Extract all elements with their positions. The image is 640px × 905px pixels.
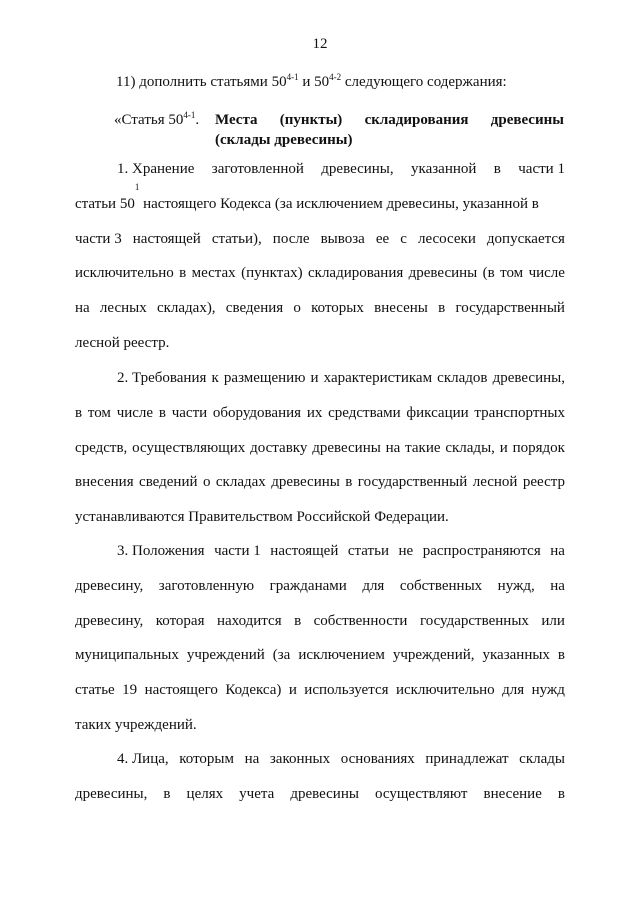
word: сведений bbox=[139, 474, 198, 491]
word: склады, bbox=[445, 439, 495, 456]
text-fragment: таких учреждений. bbox=[75, 716, 197, 733]
word: фиксации bbox=[406, 404, 469, 421]
word: учреждений bbox=[186, 647, 265, 664]
word: о bbox=[202, 474, 211, 491]
paragraph-4 bbox=[75, 742, 565, 812]
word: складах), bbox=[156, 300, 216, 317]
word: собственных bbox=[399, 577, 483, 594]
article-dot: . bbox=[195, 112, 200, 128]
text-line bbox=[75, 465, 565, 500]
word: собственности bbox=[313, 612, 408, 629]
word: осуществляющих bbox=[132, 439, 246, 456]
word: части 1 bbox=[518, 161, 565, 177]
word: том bbox=[500, 265, 524, 282]
word: средствами bbox=[328, 404, 401, 421]
word: сведения bbox=[225, 300, 284, 317]
word: указанной bbox=[411, 161, 477, 177]
word: доставку bbox=[250, 439, 308, 456]
word: складирования bbox=[308, 265, 404, 282]
word: и bbox=[310, 370, 319, 386]
page-number: 12 bbox=[312, 36, 328, 52]
word: древесины bbox=[408, 265, 478, 282]
text-line bbox=[75, 604, 565, 639]
word: статьи bbox=[347, 543, 389, 559]
word: части 3 bbox=[75, 230, 122, 247]
word: распространяются bbox=[422, 543, 541, 559]
text-line bbox=[75, 708, 565, 743]
word: древесины, bbox=[321, 161, 394, 177]
word: статье bbox=[75, 682, 115, 699]
word: исключением bbox=[298, 647, 385, 664]
word: транспортных bbox=[474, 404, 565, 421]
word: которая bbox=[155, 612, 205, 629]
word: статьи), bbox=[211, 230, 262, 247]
word: на bbox=[385, 439, 401, 456]
word: в bbox=[75, 404, 83, 421]
intro-superscript: 4-2 bbox=[329, 72, 342, 82]
word: на bbox=[244, 751, 260, 767]
word: для bbox=[362, 577, 385, 594]
word: (пункты) bbox=[279, 112, 343, 128]
word: порядок bbox=[512, 439, 565, 456]
word: в bbox=[294, 612, 302, 629]
word: 2. Требования bbox=[117, 370, 207, 386]
word: вывоза bbox=[320, 230, 365, 247]
word: на bbox=[75, 300, 90, 317]
word: части bbox=[171, 404, 208, 421]
word: их bbox=[306, 404, 323, 421]
word: или bbox=[541, 612, 565, 629]
word: заготовленную bbox=[158, 577, 255, 594]
word: ее bbox=[375, 230, 390, 247]
word: государственный bbox=[357, 474, 468, 491]
word: (за bbox=[272, 647, 291, 664]
text-fragment: лесной реестр. bbox=[75, 334, 170, 351]
word: в bbox=[345, 474, 353, 491]
article-superscript: 4-1 bbox=[183, 110, 196, 120]
word: 19 bbox=[122, 682, 138, 699]
word: в bbox=[557, 647, 565, 664]
word: в bbox=[557, 785, 565, 802]
word: складирования bbox=[364, 112, 469, 128]
word: древесину, bbox=[75, 577, 144, 594]
text-fragment: устанавливаются Правительством Российской Федерации. bbox=[75, 509, 449, 526]
word: размещению bbox=[223, 370, 306, 386]
text-line bbox=[75, 742, 565, 777]
word: Места bbox=[215, 112, 258, 128]
word: указанных bbox=[482, 647, 550, 664]
article-title bbox=[215, 110, 564, 150]
word: внесения bbox=[75, 474, 134, 491]
word: (в bbox=[482, 265, 495, 282]
word: местах bbox=[191, 265, 236, 282]
text-line bbox=[75, 326, 565, 361]
word: находится bbox=[216, 612, 282, 629]
intro-superscript: 4-1 bbox=[286, 72, 299, 82]
word: лесной bbox=[472, 474, 518, 491]
word: складах bbox=[215, 474, 266, 491]
word: и bbox=[499, 439, 508, 456]
word: лесных bbox=[99, 300, 147, 317]
word: древесину, bbox=[75, 612, 144, 629]
word: нужд, bbox=[497, 577, 535, 594]
word: склады bbox=[519, 751, 565, 767]
word: для bbox=[502, 682, 525, 699]
text-line bbox=[75, 222, 565, 257]
text-line bbox=[75, 673, 565, 708]
word: не bbox=[398, 543, 414, 559]
word: которым bbox=[179, 751, 234, 767]
word: в bbox=[493, 161, 501, 177]
word: части 1 bbox=[214, 543, 261, 559]
text-line bbox=[75, 431, 565, 466]
word: в bbox=[179, 265, 187, 282]
word: настоящего bbox=[144, 682, 218, 699]
word: Кодекса) bbox=[225, 682, 282, 699]
text-line bbox=[75, 396, 565, 431]
text-line bbox=[75, 569, 565, 604]
word: в bbox=[158, 404, 166, 421]
word: оборудования bbox=[212, 404, 302, 421]
word: которых bbox=[311, 300, 364, 317]
word: древесины bbox=[271, 474, 340, 491]
article-number bbox=[114, 112, 215, 129]
text-line bbox=[75, 534, 565, 569]
word: древесины bbox=[490, 112, 564, 128]
word: числе bbox=[116, 404, 154, 421]
word: осуществляют bbox=[374, 785, 468, 802]
text-line bbox=[75, 361, 565, 396]
text-line bbox=[75, 291, 565, 326]
word: лесосеки bbox=[417, 230, 476, 247]
word: после bbox=[272, 230, 310, 247]
word: древесины, bbox=[75, 785, 148, 802]
word: 1. Хранение bbox=[117, 161, 195, 177]
word: древесины bbox=[312, 439, 381, 456]
text-line bbox=[75, 638, 565, 673]
word: принадлежат bbox=[425, 751, 509, 767]
word: целях bbox=[186, 785, 224, 802]
intro-text: и 50 bbox=[298, 74, 330, 90]
paragraph-3 bbox=[75, 534, 565, 743]
word: исключительно bbox=[395, 682, 495, 699]
word: реестр bbox=[522, 474, 565, 491]
word: такие bbox=[405, 439, 441, 456]
word: том bbox=[87, 404, 111, 421]
word: на bbox=[550, 543, 565, 559]
word: в bbox=[438, 300, 446, 317]
article-prefix: «Статья 50 bbox=[114, 112, 184, 128]
word: складов bbox=[437, 370, 488, 386]
word: внесены bbox=[374, 300, 428, 317]
amendment-intro bbox=[116, 74, 507, 91]
word: древесины bbox=[290, 785, 359, 802]
paragraph-1 bbox=[75, 152, 565, 361]
word: древесины, bbox=[492, 370, 565, 386]
word: исключительно bbox=[75, 265, 174, 282]
article-title-line bbox=[215, 110, 564, 130]
paragraph-2 bbox=[75, 361, 565, 535]
word: на bbox=[550, 577, 565, 594]
superscript: 1 bbox=[134, 181, 140, 192]
word: внесение bbox=[483, 785, 542, 802]
word: настоящей bbox=[270, 543, 339, 559]
text-line bbox=[75, 500, 565, 535]
word: гражданами bbox=[269, 577, 347, 594]
word: используется bbox=[304, 682, 389, 699]
word: основаниях bbox=[340, 751, 415, 767]
word: 4. Лица, bbox=[117, 751, 169, 767]
word: учета bbox=[239, 785, 275, 802]
word: 3. Положения bbox=[117, 543, 205, 559]
word: допускается bbox=[486, 230, 565, 247]
word: муниципальных bbox=[75, 647, 179, 664]
word: к bbox=[211, 370, 219, 386]
text-line bbox=[75, 256, 565, 291]
word: с bbox=[400, 230, 407, 247]
word: в bbox=[163, 785, 171, 802]
text-line bbox=[75, 777, 565, 812]
word: государственный bbox=[455, 300, 565, 317]
word: настоящей bbox=[132, 230, 201, 247]
word: нужд bbox=[531, 682, 565, 699]
word: заготовленной bbox=[211, 161, 304, 177]
word: законных bbox=[269, 751, 331, 767]
intro-text: 11) дополнить статьями 50 bbox=[116, 74, 287, 90]
article-heading bbox=[114, 110, 564, 150]
text-fragment: статьи 50 bbox=[75, 195, 135, 212]
word: средств, bbox=[75, 439, 128, 456]
text-fragment: настоящего Кодекса (за исключением древесины, указанной в bbox=[139, 195, 539, 212]
word: числе bbox=[528, 265, 565, 282]
text-line bbox=[75, 181, 565, 222]
word: о bbox=[293, 300, 301, 317]
word: государственных bbox=[419, 612, 529, 629]
word: и bbox=[288, 682, 297, 699]
intro-text: следующего содержания: bbox=[341, 74, 507, 90]
word: учреждений, bbox=[392, 647, 475, 664]
text-line bbox=[75, 152, 565, 187]
word: характеристикам bbox=[323, 370, 433, 386]
article-title-line: (склады древесины) bbox=[215, 132, 353, 148]
word: (пунктах) bbox=[241, 265, 303, 282]
